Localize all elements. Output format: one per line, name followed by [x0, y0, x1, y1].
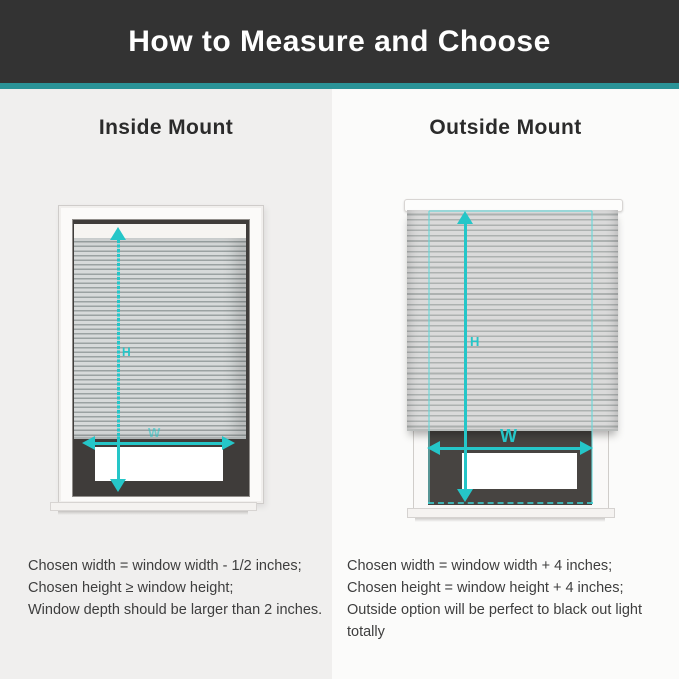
instruction-line: Window depth should be larger than 2 inches. — [28, 602, 323, 618]
inside-instructions — [28, 555, 330, 621]
inside-mount-heading: Inside Mount — [98, 116, 234, 139]
instruction-line: Chosen width = window width + 4 inches; — [347, 558, 613, 574]
outside-cellular-blind — [407, 210, 618, 431]
instruction-line: Outside option will be perfect to black out light totally — [347, 602, 642, 640]
inside-blind-headrail — [74, 224, 246, 239]
inside-width-label: W — [148, 425, 161, 440]
page-title: How to Measure and Choose — [128, 24, 551, 58]
outside-width-line — [438, 447, 582, 450]
outside-height-label: H — [470, 334, 480, 349]
header-bar — [0, 0, 679, 83]
inside-window-glass — [95, 447, 223, 481]
arrow-down-icon — [110, 479, 126, 492]
inside-width-line — [93, 442, 224, 445]
arrow-down-icon — [457, 489, 473, 502]
inside-height-line-upper — [117, 240, 120, 437]
outside-guide-bottom-dashed — [428, 502, 593, 504]
outside-instructions — [347, 555, 677, 643]
arrow-right-icon — [222, 436, 235, 450]
inside-sill-shadow — [58, 511, 248, 515]
instruction-line: Chosen height = window height + 4 inches; — [347, 580, 624, 596]
inside-cellular-blind — [74, 238, 246, 439]
instruction-line: Chosen height ≥ window height; — [28, 580, 234, 596]
outside-guide-left — [428, 211, 430, 504]
outside-guide-right — [591, 211, 593, 504]
outside-sill-shadow — [415, 518, 605, 522]
outside-mount-heading: Outside Mount — [429, 116, 582, 139]
outside-window-sill — [407, 508, 615, 518]
arrow-up-icon — [110, 227, 126, 240]
outside-guide-top — [429, 210, 592, 212]
outside-width-label: W — [500, 426, 517, 446]
outside-window-glass — [462, 453, 577, 489]
instruction-line: Chosen width = window width - 1/2 inches; — [28, 558, 302, 574]
inside-window-sill — [50, 502, 257, 511]
inside-height-label: H — [122, 345, 131, 359]
arrow-right-icon — [580, 441, 593, 455]
